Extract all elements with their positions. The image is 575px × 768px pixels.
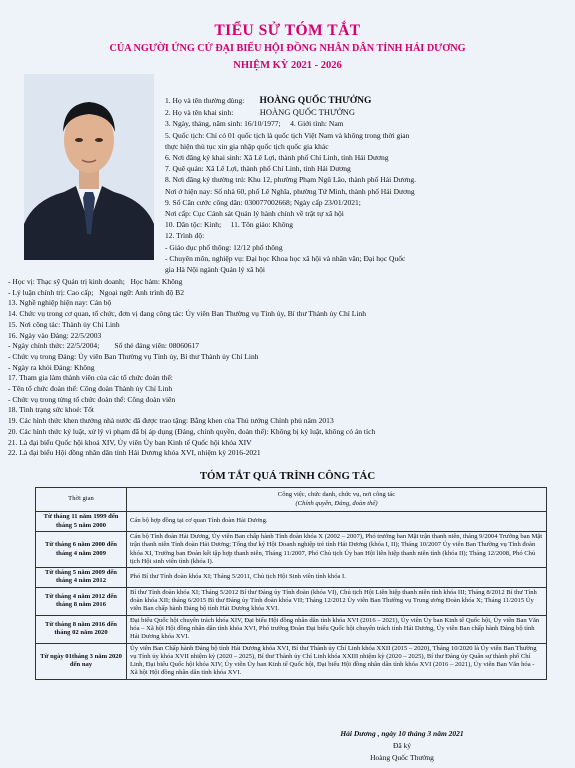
info-line-6: 6. Nơi đăng ký khai sinh: Xã Lê Lợi, thành phố Chí Linh, tỉnh Hải Dương (165, 153, 389, 163)
info-line-3: 3. Ngày, tháng, năm sinh: 16/10/1977; 4. Giới tính: Nam (165, 119, 344, 129)
info-line-9b: Nơi cấp: Cục Cảnh sát Quản lý hành chính về trật tự xã hội (165, 209, 344, 219)
timeline-work: Cán bộ hợp đồng tại cơ quan Tỉnh đoàn Hải Dương. (127, 512, 547, 532)
column-header-time: Thời gian (36, 488, 127, 512)
personal-info-block (165, 95, 560, 275)
info-line-1: 1. Họ và tên thường dùng: HOÀNG QUỐC THƯỞNG (165, 96, 372, 106)
table-row (36, 643, 547, 679)
detail-line: - Học vị: Thạc sỹ Quản trị kinh doanh; Học hàm: Không (8, 277, 183, 286)
career-timeline-table (35, 487, 547, 680)
detail-line: 22. Là đại biểu Hội đồng nhân dân tỉnh Hải Dương khóa XVI, nhiệm kỳ 2016-2021 (8, 448, 261, 458)
detail-line: - Lý luận chính trị: Cao cấp; Ngoại ngữ: Anh trình độ B2 (8, 287, 184, 297)
detail-line: - Ngày chính thức: 22/5/2004; Số thẻ đảng viên: 08060617 (8, 341, 200, 351)
info-line-10: 10. Dân tộc: Kinh; 11. Tôn giáo: Không (165, 220, 294, 230)
common-name: HOÀNG QUỐC THƯỞNG (259, 96, 372, 106)
table-row (36, 615, 547, 643)
detail-line: 20. Các hình thức kỷ luật, xử lý vi phạm đã bị áp dụng (Đảng, chính quyền, đoàn thể): Không bị kỷ luật, không có án tích (8, 426, 376, 436)
timeline-work: Bí thư Tỉnh đoàn khóa XI; Tháng 5/2012 Bí thư Đảng ủy Tỉnh đoàn (khóa VI), Chủ tịch Hội Liên hiệp thanh niên tỉnh khóa III; Tháng 8/2012 Bí thư Tỉnh đoàn khóa XII; tháng 6/2015 Bí thư Đảng ủy Tỉnh đoàn khóa VII; Tháng 12/2012 Ủy viên Ban Thường vụ Trung ương Đoàn khóa X; Tháng 11/2015 Ủy viên Ban chấp hành Đảng bộ tỉnh Hải Dương khóa XVI. (127, 587, 547, 615)
detail-line: - Chức vụ trong từng tổ chức đoàn thể: Công đoàn viên (8, 394, 176, 404)
timeline-period: Từ tháng 8 năm 2016 đến tháng 02 năm 2020 (36, 615, 127, 643)
detail-line: 21. Là đại biểu Quốc hội khoá XIV, Ủy viên Ủy ban Kinh tế Quốc hội khóa XIV (8, 437, 252, 447)
info-line-8: 8. Nơi đăng ký thường trú: Khu 12, phường Phạm Ngũ Lão, thành phố Hải Dương. (165, 175, 417, 185)
timeline-work: Ủy viên Ban Chấp hành Đảng bộ tỉnh Hải Dương khóa XVI, Bí thư Thành ủy Chí Linh khóa XXII (2015 – 2020), Tháng 10/2020 là Ủy viên Ban Thường vụ Tỉnh ủy khóa XVII nhiệm kỳ (2020 – 2025), Bí thư Thành ủy Chí Linh khóa XXIII nhiệm kỳ (2020 – 2025), Bí thư Đảng ủy Quân sự thành phố Chí Linh, Đại biểu Quốc hội khóa XIV, Ủy viên Ủy ban Kinh tế Quốc hội, Đại biểu Hội đồng nhân dân tỉnh khóa XVI (2016 – 2021), Ủy viên Ban Văn hóa - Xã hội Hội đồng nhân dân tỉnh khóa XVI. (127, 643, 547, 679)
detail-line: - Chức vụ trong Đảng: Ủy viên Ban Thường vụ Tỉnh ủy, Bí thư Thành ủy Chí Linh (8, 351, 259, 361)
timeline-work: Cán bộ Tỉnh đoàn Hải Dương, Ủy viên Ban chấp hành Tỉnh đoàn khóa X (2002 – 2007), Phó trưởng ban Mặt trận thanh niên, tháng 9/2004 Trưởng ban Mặt trận thanh niên Tỉnh đoàn Hải Dương; Tổng thư ký Hội Doanh nghiệp trẻ tỉnh Hải Dương (khóa I, II); Tháng 10/2007 Ủy viên Ban Thường vụ Tỉnh đoàn khóa XI, Trưởng ban Đoàn kết tập hợp thanh niên, Tháng 11/2007, Phó Chủ tịch Ủy ban Hội liên hiệp thanh niên tỉnh (khóa II); Tháng 12/2008, Phó Chủ tịch Hội sinh viên tỉnh (khóa I). (127, 532, 547, 568)
info-line-12b2: gia Hà Nội ngành Quản lý xã hội (165, 265, 265, 275)
document-subtitle: CỦA NGƯỜI ỨNG CỬ ĐẠI BIỂU HỘI ĐỒNG NHÂN DÂN TỈNH HẢI DƯƠNG (109, 43, 466, 54)
candidate-portrait-photo (24, 74, 154, 260)
birth-name: HOÀNG QUỐC THƯỞNG (259, 107, 355, 118)
info-line-12b1: - Chuyên môn, nghiệp vụ: Đại học Khoa học xã hội và nhân văn; Đại học Quốc (165, 253, 406, 263)
table-header-row (36, 488, 547, 512)
table-row (36, 587, 547, 615)
info-line-7: 7. Quê quán: Xã Lê Lợi, thành phố Chí Linh, tỉnh Hải Dương (165, 164, 351, 174)
signature-place-date: Hải Dương , ngày 10 tháng 3 năm 2021 (340, 729, 464, 738)
detail-line: 13. Nghề nghiệp hiện nay: Cán bộ (8, 298, 112, 308)
table-row (36, 568, 547, 588)
info-line-2: 2. Họ và tên khai sinh: HOÀNG QUỐC THƯỞNG (165, 107, 355, 118)
detail-line: 17. Tham gia làm thành viên của các tổ chức đoàn thể: (8, 373, 173, 383)
details-block (8, 277, 568, 459)
detail-line: 14. Chức vụ trong cơ quan, tổ chức, đơn vị đang công tác: Ủy viên Ban Thường vụ Tỉnh ủy, Bí thư Thành ủy Chí Linh (8, 309, 366, 319)
timeline-period: Từ tháng 5 năm 2009 đến tháng 4 năm 2012 (36, 568, 127, 588)
detail-line: 16. Ngày vào Đảng: 22/5/2003 (8, 330, 102, 340)
table-row (36, 512, 547, 532)
detail-line: - Ngày ra khỏi Đảng: Không (8, 362, 95, 372)
detail-line: 19. Các hình thức khen thưởng nhà nước đã được trao tặng: Bằng khen của Thủ tướng Chính phủ năm 2013 (8, 416, 334, 426)
info-line-9: 9. Số Căn cước công dân: 030077002668; Ngày cấp 23/01/2021; (165, 197, 361, 207)
timeline-period: Từ ngày 01tháng 3 năm 2020 đến nay (36, 643, 127, 679)
column-header-work: Công việc, chức danh, chức vụ, nơi công tác (Chính quyền, Đảng, đoàn thể) (127, 488, 547, 512)
timeline-work: Phó Bí thư Tỉnh đoàn khóa XI; Tháng 5/2011, Chủ tịch Hội Sinh viên tỉnh khóa I. (127, 568, 547, 588)
info-line-5a: 5. Quốc tịch: Chỉ có 01 quốc tịch là quốc tịch Việt Nam và không trong thời gian (165, 130, 410, 140)
timeline-section-title: TÓM TẮT QUÁ TRÌNH CÔNG TÁC (199, 470, 376, 482)
detail-line: 18. Tình trạng sức khoẻ: Tốt (8, 405, 94, 415)
info-line-8b: Nơi ở hiện nay: Số nhà 60, phố Lê Nghĩa, phường Tứ Minh, thành phố Hải Dương (165, 186, 415, 196)
timeline-period: Từ tháng 11 năm 1999 đến tháng 5 năm 2000 (36, 512, 127, 532)
signature-status: Đã ký (392, 741, 412, 750)
info-line-5b: thực hiện thủ tục xin gia nhập quốc tịch quốc gia khác (165, 141, 329, 151)
timeline-work: Đại biểu Quốc hội chuyên trách khóa XIV, Đại biểu Hội đồng nhân dân tỉnh khóa XVI (2016 – 2021), Ủy viên Ủy ban Kinh tế Quốc hội, Ủy viên Ban Văn hóa – Xã hội Hội đồng nhân dân tỉnh khóa XVI, Phó trưởng Đoàn Đại biểu Quốc hội chuyên trách tỉnh Hải Dương, Ủy viên Ban chấp hành Đảng bộ tỉnh Hải Dương khóa XVI. (127, 615, 547, 643)
info-line-12a: - Giáo dục phổ thông: 12/12 phổ thông (165, 242, 283, 252)
document-title: TIỂU SỬ TÓM TẮT (214, 22, 361, 39)
timeline-period: Từ tháng 6 năm 2000 đến tháng 4 năm 2009 (36, 532, 127, 568)
info-line-12: 12. Trình độ: (165, 231, 205, 241)
document-term: NHIỆM KỲ 2021 - 2026 (233, 60, 342, 71)
table-row (36, 532, 547, 568)
detail-line: - Tên tổ chức đoàn thể: Công đoàn Thành ủy Chí Linh (8, 384, 173, 394)
timeline-period: Từ tháng 4 năm 2012 đến tháng 8 năm 2016 (36, 587, 127, 615)
detail-line: 15. Nơi công tác: Thành ủy Chí Linh (8, 319, 120, 329)
signature-name: Hoàng Quốc Thưởng (370, 753, 434, 762)
